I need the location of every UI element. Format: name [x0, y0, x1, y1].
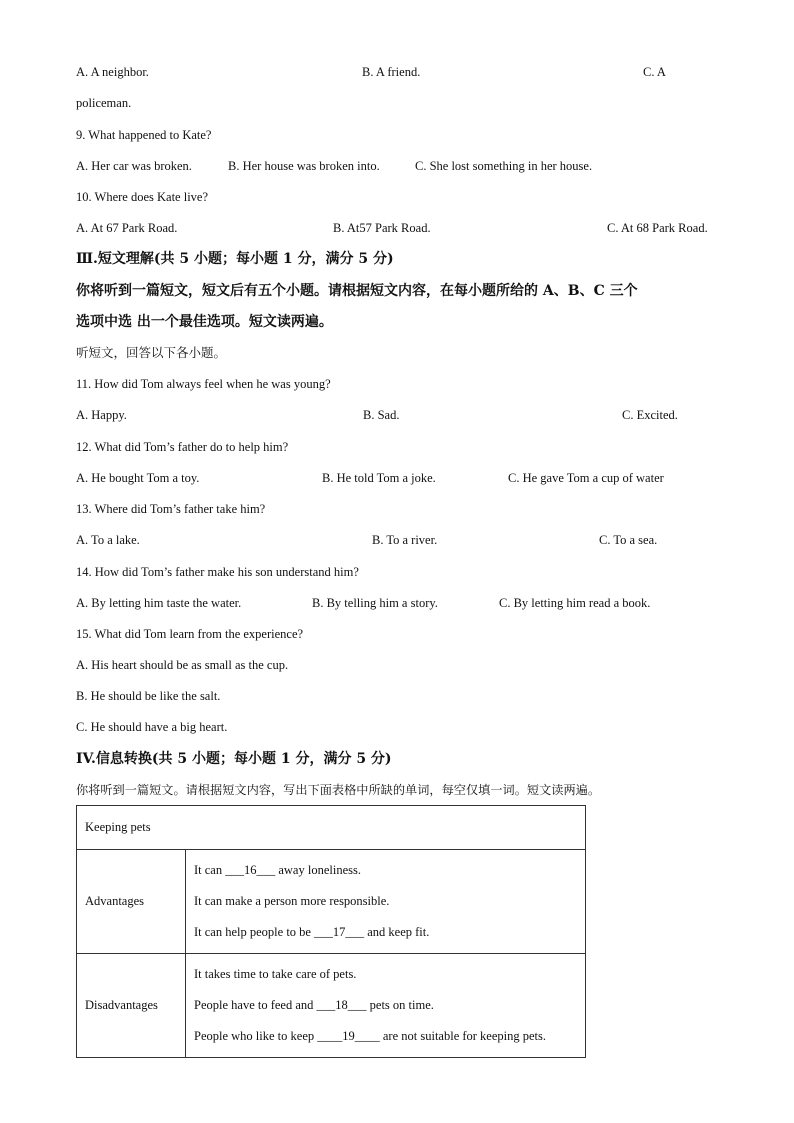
- advantage-1-text: It can: [194, 863, 226, 877]
- disadvantage-2-text-end: pets on time.: [366, 998, 434, 1012]
- disadvantages-cell: [186, 954, 586, 1058]
- q15-option-a: A. His heart should be as small as the cup.: [76, 658, 289, 672]
- q12-option-a: A. He bought Tom a toy.: [76, 471, 200, 485]
- advantage-line-3: [194, 917, 577, 948]
- q14-option-a: A. By letting him taste the water.: [76, 596, 242, 610]
- disadvantage-2-text: People have to feed and: [194, 998, 317, 1012]
- q13-option-a: A. To a lake.: [76, 533, 140, 547]
- q9-option-b: B. Her house was broken into.: [228, 159, 380, 173]
- disadvantages-label: Disadvantages: [77, 954, 186, 1058]
- q10-question: 10. Where does Kate live?: [76, 190, 209, 204]
- table-row: [77, 850, 586, 954]
- q10-option-c: C. At 68 Park Road.: [607, 221, 708, 235]
- advantage-3-text-end: and keep fit.: [364, 925, 430, 939]
- q8-option-a: A. A neighbor.: [76, 65, 149, 79]
- blank-19: ____19____: [317, 1029, 380, 1043]
- disadvantage-3-text-end: are not suitable for keeping pets.: [379, 1029, 547, 1043]
- advantage-line-2: It can make a person more responsible.: [194, 894, 390, 908]
- section-4-instruction: 你将听到一篇短文。请根据短文内容，写出下面表格中所缺的单词，每空仅填一词。短文读两遍。: [76, 783, 601, 797]
- q11-question: 11. How did Tom always feel when he was young?: [76, 377, 331, 391]
- advantage-line-1: [194, 855, 577, 886]
- table-row: [77, 806, 586, 850]
- blank-16: ___16___: [225, 863, 276, 877]
- blank-18: ___18___: [316, 998, 367, 1012]
- q14-option-b: B. By telling him a story.: [312, 596, 438, 610]
- q12-option-b: B. He told Tom a joke.: [322, 471, 436, 485]
- q9-option-c: C. She lost something in her house.: [415, 159, 593, 173]
- section-3-prompt: 听短文，回答以下各小题。: [76, 345, 227, 360]
- q15-question: 15. What did Tom learn from the experience?: [76, 627, 304, 641]
- q15-option-b: B. He should be like the salt.: [76, 689, 221, 703]
- advantage-3-text: It can help people to be: [194, 925, 315, 939]
- q11-option-b: B. Sad.: [363, 408, 400, 422]
- section-3-instruction-line-2: 选项中选 出一个最佳选项。短文读两遍。: [76, 314, 333, 330]
- q14-question: 14. How did Tom’s father make his son understand him?: [76, 565, 359, 579]
- q14-option-c: C. By letting him read a book.: [499, 596, 651, 610]
- blank-17: ___17___: [314, 925, 365, 939]
- table-row: [77, 954, 586, 1058]
- q13-option-c: C. To a sea.: [599, 533, 658, 547]
- section-3-heading: Ⅲ.短文理解(共 5 小题；每小题 1 分，满分 5 分): [76, 251, 394, 267]
- advantages-label: Advantages: [77, 850, 186, 954]
- q9-option-a: A. Her car was broken.: [76, 159, 192, 173]
- q10-option-a: A. At 67 Park Road.: [76, 221, 178, 235]
- advantage-1-text-end: away loneliness.: [275, 863, 361, 877]
- disadvantage-line-1: It takes time to take care of pets.: [194, 967, 357, 981]
- disadvantage-line-3: [194, 1021, 577, 1052]
- q8-option-c-continued: policeman.: [76, 96, 132, 110]
- q8-option-c: C. A: [643, 65, 666, 79]
- table-title-cell: Keeping pets: [77, 806, 586, 850]
- disadvantage-line-2: [194, 990, 577, 1021]
- keeping-pets-table: [76, 805, 586, 1058]
- q13-option-b: B. To a river.: [372, 533, 438, 547]
- q10-option-b: B. At57 Park Road.: [333, 221, 431, 235]
- disadvantage-3-text: People who like to keep: [194, 1029, 318, 1043]
- section-3-instruction-line-1: 你将听到一篇短文，短文后有五个小题。请根据短文内容，在每小题所给的 A、B、C 三个: [76, 283, 638, 299]
- q12-option-c: C. He gave Tom a cup of water: [508, 471, 664, 485]
- q12-question: 12. What did Tom’s father do to help him?: [76, 440, 289, 454]
- q15-option-c: C. He should have a big heart.: [76, 720, 228, 734]
- q11-option-a: A. Happy.: [76, 408, 127, 422]
- section-4-heading: IV.信息转换(共 5 小题；每小题 1 分，满分 5 分): [76, 751, 392, 767]
- q8-option-b: B. A friend.: [362, 65, 421, 79]
- q11-option-c: C. Excited.: [622, 408, 678, 422]
- q13-question: 13. Where did Tom’s father take him?: [76, 502, 266, 516]
- q9-question: 9. What happened to Kate?: [76, 128, 212, 142]
- advantages-cell: [186, 850, 586, 954]
